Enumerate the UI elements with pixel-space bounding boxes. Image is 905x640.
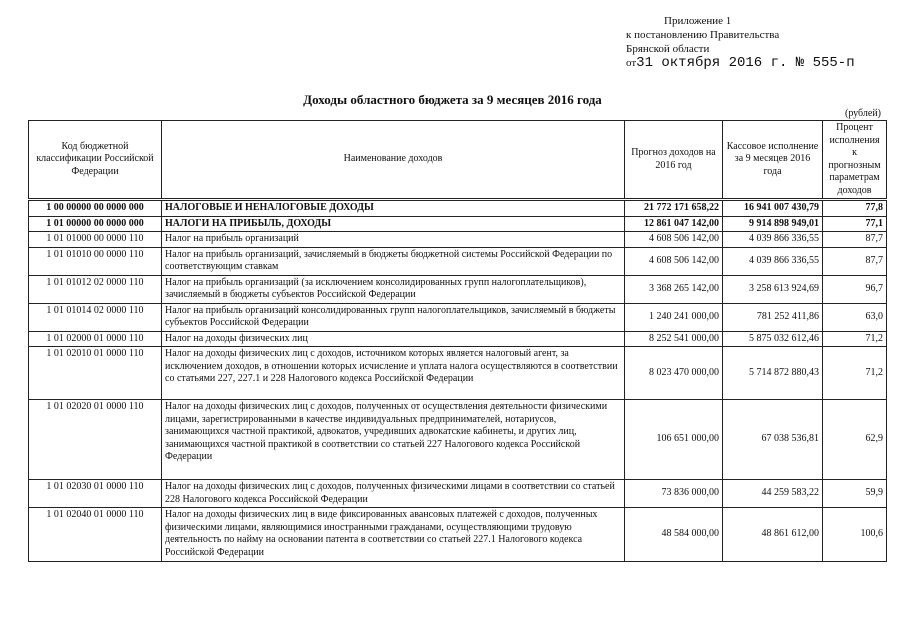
cell-percent: 87,7 — [823, 232, 887, 248]
cell-forecast: 48 584 000,00 — [625, 508, 723, 562]
cell-code: 1 01 02010 01 0000 110 — [29, 347, 162, 400]
cell-code: 1 01 01010 00 0000 110 — [29, 247, 162, 275]
cell-name: Налог на доходы физических лиц с доходов, полученных физическими лицами в соответствии со статьей 228 Налогового кодекса Российской Федерации — [162, 480, 625, 508]
cell-percent: 63,0 — [823, 303, 887, 331]
cell-forecast: 12 861 047 142,00 — [625, 216, 723, 232]
cell-actual: 44 259 583,22 — [723, 480, 823, 508]
cell-percent: 62,9 — [823, 400, 887, 480]
cell-code: 1 01 02000 01 0000 110 — [29, 331, 162, 347]
table-row — [29, 331, 887, 347]
cell-name: Налог на прибыль организаций — [162, 232, 625, 248]
cell-code: 1 01 02030 01 0000 110 — [29, 480, 162, 508]
cell-actual: 4 039 866 336,55 — [723, 232, 823, 248]
cell-actual: 5 875 032 612,46 — [723, 331, 823, 347]
cell-name: Налог на доходы физических лиц с доходов, источником которых является налоговый агент, за исключением доходов, в отношении которых исчисление и уплата налога осуществляются в соответствии со статьями 227, 227.1 и 228 Налогового кодекса Российской Федерации — [162, 347, 625, 400]
cell-forecast: 8 252 541 000,00 — [625, 331, 723, 347]
cell-actual: 48 861 612,00 — [723, 508, 823, 562]
cell-forecast: 1 240 241 000,00 — [625, 303, 723, 331]
cell-forecast: 21 772 171 658,22 — [625, 200, 723, 217]
cell-percent: 96,7 — [823, 275, 887, 303]
cell-code: 1 01 02020 01 0000 110 — [29, 400, 162, 480]
table-row — [29, 508, 887, 562]
table-row — [29, 347, 887, 400]
table-header-row — [29, 121, 887, 200]
appendix-line-2: к постановлению Правительства — [626, 29, 780, 41]
cell-actual: 4 039 866 336,55 — [723, 247, 823, 275]
header-code: Код бюджетной классификации Российской Федерации — [29, 121, 162, 200]
table-row — [29, 200, 887, 217]
cell-percent: 71,2 — [823, 347, 887, 400]
table-row — [29, 275, 887, 303]
cell-forecast: 73 836 000,00 — [625, 480, 723, 508]
revenue-table — [28, 120, 887, 562]
table-body — [29, 200, 887, 562]
units-label: (рублей) — [844, 108, 881, 119]
cell-name: Налог на доходы физических лиц — [162, 331, 625, 347]
cell-actual: 3 258 613 924,69 — [723, 275, 823, 303]
appendix-line-3: Брянской области — [626, 43, 710, 55]
table-row — [29, 216, 887, 232]
cell-name: Налог на доходы физических лиц в виде фиксированных авансовых платежей с доходов, полученных физическими лицами, являющимися иностранными гражданами, осуществляющими трудовую деятельность по найму на основании патента в соответствии со статьей 227.1 Налогового кодекса Российской Федерации — [162, 508, 625, 562]
appendix-date-prefix: от — [626, 57, 637, 69]
table-row — [29, 232, 887, 248]
cell-percent: 87,7 — [823, 247, 887, 275]
cell-code: 1 00 00000 00 0000 000 — [29, 200, 162, 217]
cell-name: НАЛОГИ НА ПРИБЫЛЬ, ДОХОДЫ — [162, 216, 625, 232]
cell-percent: 77,1 — [823, 216, 887, 232]
cell-code: 1 01 01014 02 0000 110 — [29, 303, 162, 331]
table-row — [29, 247, 887, 275]
page-title: Доходы областного бюджета за 9 месяцев 2016 года — [303, 92, 602, 107]
cell-percent: 59,9 — [823, 480, 887, 508]
cell-code: 1 01 00000 00 0000 000 — [29, 216, 162, 232]
header-forecast: Прогноз доходов на 2016 год — [625, 121, 723, 200]
cell-name: Налог на прибыль организаций, зачисляемый в бюджеты бюджетной системы Российской Федерации по соответствующим ставкам — [162, 247, 625, 275]
cell-forecast: 3 368 265 142,00 — [625, 275, 723, 303]
header-percent: Процент исполнения к прогнозным параметрам доходов — [823, 121, 887, 200]
table-row — [29, 480, 887, 508]
cell-code: 1 01 02040 01 0000 110 — [29, 508, 162, 562]
header-actual: Кассовое исполнение за 9 месяцев 2016 года — [723, 121, 823, 200]
cell-forecast: 4 608 506 142,00 — [625, 247, 723, 275]
cell-forecast: 4 608 506 142,00 — [625, 232, 723, 248]
cell-name: НАЛОГОВЫЕ И НЕНАЛОГОВЫЕ ДОХОДЫ — [162, 200, 625, 217]
appendix-line-4 — [626, 56, 855, 70]
cell-percent: 77,8 — [823, 200, 887, 217]
cell-actual: 16 941 007 430,79 — [723, 200, 823, 217]
cell-forecast: 106 651 000,00 — [625, 400, 723, 480]
header-name: Наименование доходов — [162, 121, 625, 200]
appendix-line-1: Приложение 1 — [664, 15, 732, 27]
table-row — [29, 400, 887, 480]
cell-name: Налог на доходы физических лиц с доходов, полученных от осуществления деятельности физическими лицами, зарегистрированными в качестве индивидуальных предпринимателей, нотариусов, занимающихся частной практикой, адвокатов, учредивших адвокатские кабинеты, и других лиц, занимающихся частной практикой в соответствии со статьей 227 Налогового кодекса Российской Федерации — [162, 400, 625, 480]
cell-code: 1 01 01000 00 0000 110 — [29, 232, 162, 248]
cell-name: Налог на прибыль организаций (за исключением консолидированных групп налогоплательщиков), зачисляемый в бюджеты субъектов Российской Федерации — [162, 275, 625, 303]
cell-actual: 5 714 872 880,43 — [723, 347, 823, 400]
appendix-block — [626, 14, 855, 70]
cell-percent: 100,6 — [823, 508, 887, 562]
cell-code: 1 01 01012 02 0000 110 — [29, 275, 162, 303]
table-row — [29, 303, 887, 331]
cell-actual: 781 252 411,86 — [723, 303, 823, 331]
cell-name: Налог на прибыль организаций консолидированных групп налогоплательщиков, зачисляемый в бюджеты субъектов Российской Федерации — [162, 303, 625, 331]
cell-forecast: 8 023 470 000,00 — [625, 347, 723, 400]
appendix-date: 31 октября 2016 г. № 555-п — [636, 55, 855, 71]
cell-actual: 67 038 536,81 — [723, 400, 823, 480]
cell-percent: 71,2 — [823, 331, 887, 347]
cell-actual: 9 914 898 949,01 — [723, 216, 823, 232]
